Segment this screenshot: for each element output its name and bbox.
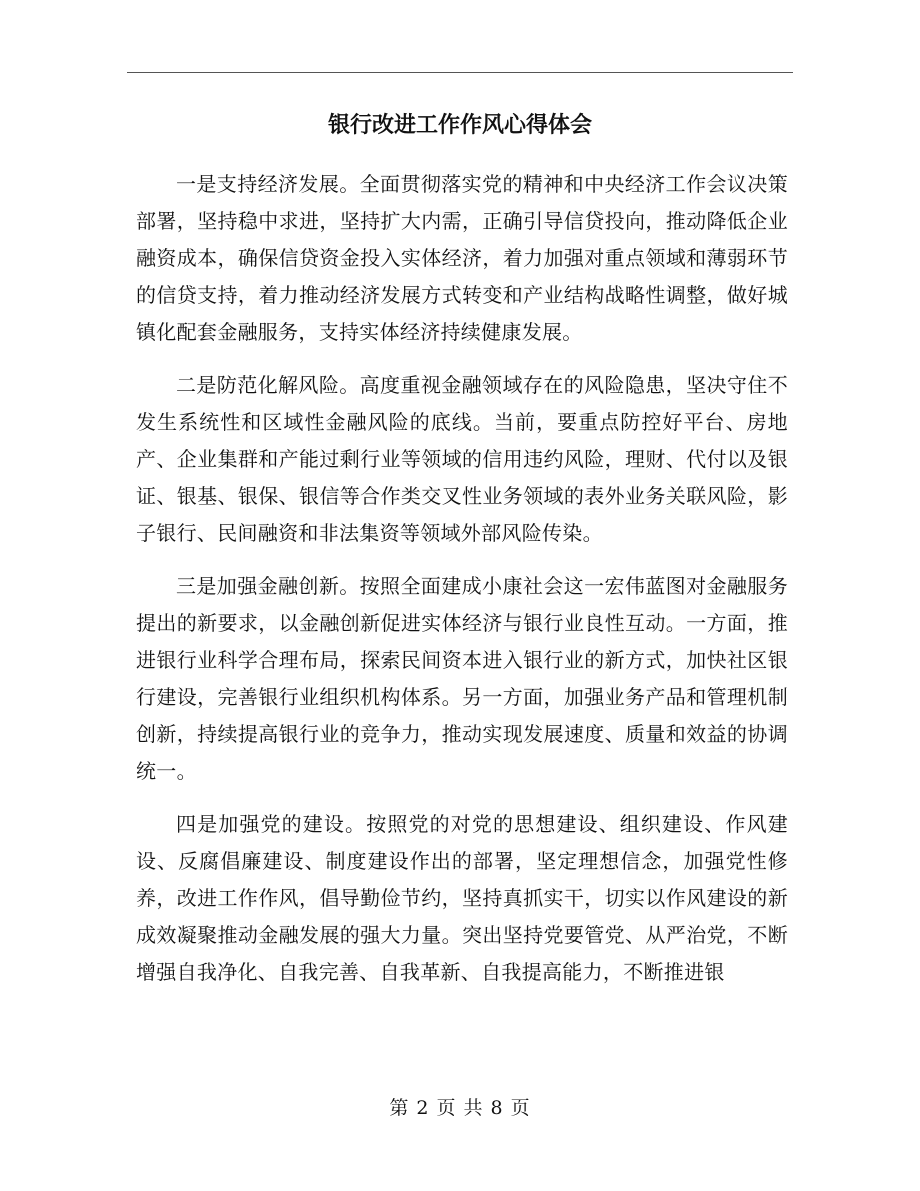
paragraph-2: 二是防范化解风险。高度重视金融领域存在的风险隐患，坚决守住不发生系统性和区域性金融风险的底线。当前，要重点防控好平台、房地产、企业集群和产能过剩行业等领域的信用违约风险，理财、代付以及银证、银基、银保、银信等合作类交叉性业务领域的表外业务关联风险，影子银行、民间融资和非法集资等领域外部风险传染。 [136,373,788,545]
paragraph-3: 三是加强金融创新。按照全面建成小康社会这一宏伟蓝图对金融服务提出的新要求，以金融创新促进实体经济与银行业良性互动。一方面，推进银行业科学合理布局，探索民间资本进入银行业的新方式，加快社区银行建设，完善银行业组织机构体系。另一方面，加强业务产品和管理机制创新，持续提高银行业的竞争力，推动实现发展速度、质量和效益的协调统一。 [136,574,788,783]
page-number: 第 2 页 共 8 页 [389,1097,531,1119]
document-body [136,166,788,1007]
paragraph-1: 一是支持经济发展。全面贯彻落实党的精神和中央经济工作会议决策部署，坚持稳中求进，坚持扩大内需，正确引导信贷投向，推动降低企业融资成本，确保信贷资金投入实体经济，着力加强对重点领域和薄弱环节的信贷支持，着力推动经济发展方式转变和产业结构战略性调整，做好城镇化配套金融服务，支持实体经济持续健康发展。 [136,172,788,344]
paragraph-4: 四是加强党的建设。按照党的对党的思想建设、组织建设、作风建设、反腐倡廉建设、制度建设作出的部署，坚定理想信念，加强党性修养，改进工作作风，倡导勤俭节约，坚持真抓实干，切实以作风建设的新成效凝聚推动金融发展的强大力量。突出坚持党要管党、从严治党，不断增强自我净化、自我完善、自我革新、自我提高能力，不断推进银 [136,812,788,984]
header-rule [127,72,793,73]
document-title: 银行改进工作作风心得体会 [327,113,592,138]
